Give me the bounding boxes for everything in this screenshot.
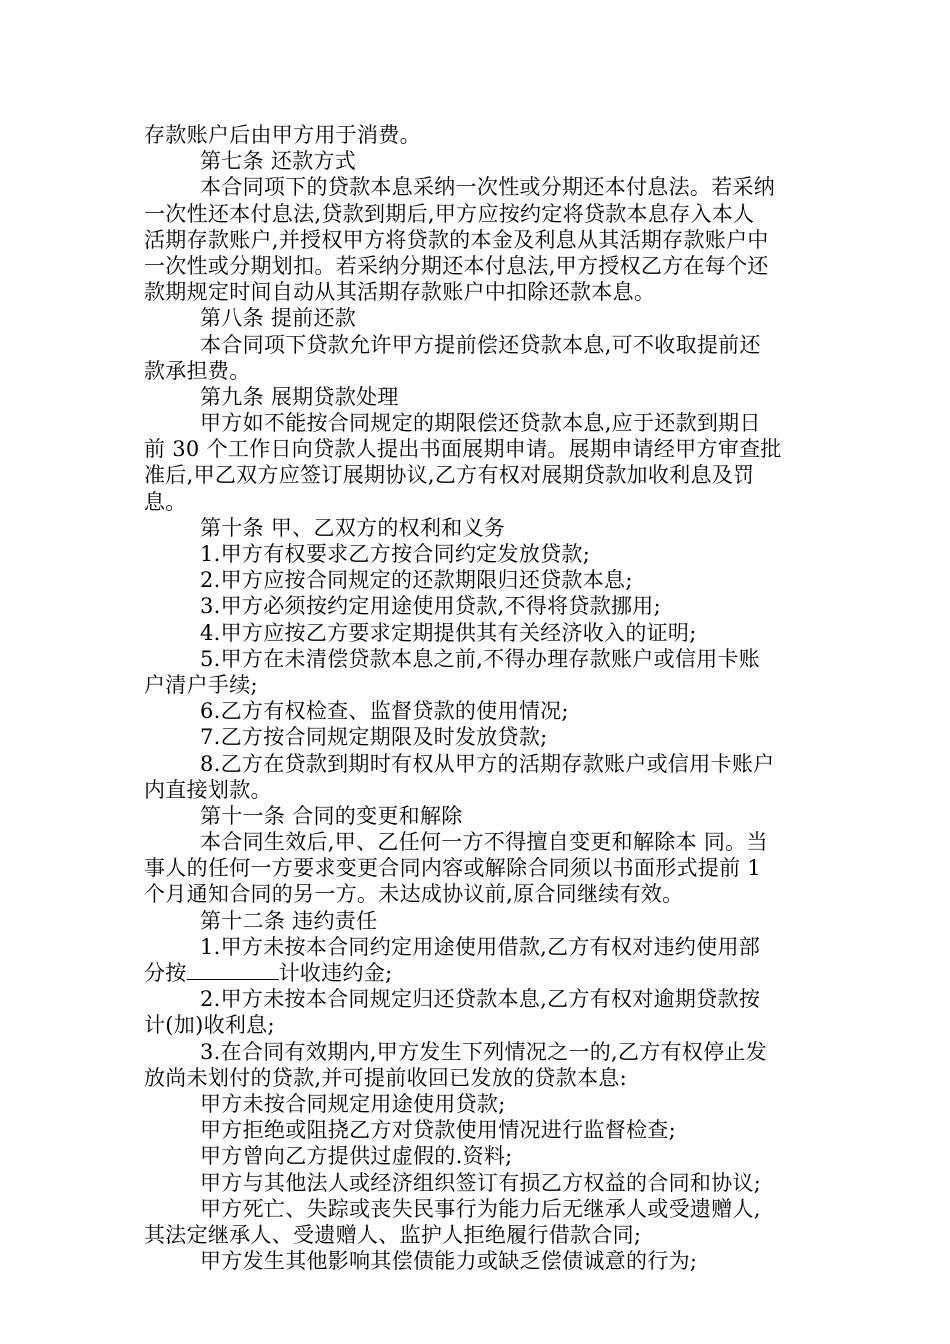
line-text: 第七条 还款方式 <box>200 149 357 174</box>
text-line <box>144 881 816 907</box>
text-line <box>144 829 816 855</box>
line-text: 甲方死亡、失踪或丧失民事行为能力后无继承人或受遗赠人, <box>200 1196 761 1221</box>
line-text: 4.甲方应按乙方要求定期提供其有关经济收入的证明; <box>200 620 697 645</box>
text-line <box>144 803 816 829</box>
line-text: 1.甲方有权要求乙方按合同约定发放贷款; <box>200 542 591 566</box>
line-text: 存款账户后由甲方用于消费。 <box>144 123 421 147</box>
text-line <box>144 620 816 646</box>
text-line <box>144 227 816 253</box>
text-line <box>144 1117 816 1143</box>
line-text: 本合同项下贷款允许甲方提前偿还贷款本息,可不收取提前还 <box>200 332 761 357</box>
line-text: 甲方曾向乙方提供过虚假的.资料; <box>200 1144 513 1169</box>
text-line <box>144 1039 816 1065</box>
line-text: 8.乙方在贷款到期时有权从甲方的活期存款账户或信用卡账户 <box>200 751 775 776</box>
text-line <box>144 1248 816 1274</box>
line-text: 7.乙方按合同规定期限及时发放贷款; <box>200 725 548 750</box>
contract-text-body <box>144 122 816 1274</box>
line-text: 5.甲方在未清偿贷款本息之前,不得办理存款账户或信用卡账 <box>200 646 761 671</box>
fill-in-blank <box>187 961 279 980</box>
line-text: 6.乙方有权检查、监督贷款的使用情况; <box>200 699 569 724</box>
text-line <box>144 960 816 986</box>
line-text: 放尚未划付的贷款,并可提前收回已发放的贷款本息: <box>144 1065 627 1090</box>
text-line <box>144 148 816 174</box>
line-text: 计(加)收利息; <box>144 1013 275 1038</box>
text-line <box>144 1012 816 1038</box>
text-line <box>144 489 816 515</box>
text-line <box>144 1170 816 1196</box>
text-line <box>144 253 816 279</box>
text-line <box>144 201 816 227</box>
text-line <box>144 122 816 148</box>
line-text: 一次性或分期划扣。若采纳分期还本付息法,甲方授权乙方在每个还 <box>144 253 769 278</box>
line-text: 前 30 个工作日向贷款人提出书面展期申请。展期申请经甲方审查批 <box>144 437 782 462</box>
text-line <box>144 646 816 672</box>
text-line <box>144 698 816 724</box>
line-text: 户清户手续; <box>144 672 258 697</box>
text-line <box>144 1196 816 1222</box>
text-line <box>144 279 816 305</box>
line-text: 一次性还本付息法,贷款到期后,甲方应按约定将贷款本息存入本人 <box>144 201 755 226</box>
line-text: 款期规定时间自动从其活期存款账户中扣除还款本息。 <box>144 280 656 305</box>
text-line <box>144 462 816 488</box>
line-text: 准后,甲乙双方应签订展期协议,乙方有权对展期贷款加收利息及罚 <box>144 463 755 488</box>
text-line <box>144 1065 816 1091</box>
text-line <box>144 986 816 1012</box>
text-line <box>144 593 816 619</box>
text-line <box>144 567 816 593</box>
line-text: 个月通知合同的另一方。未达成协议前,原合同继续有效。 <box>144 882 684 907</box>
text-line <box>144 436 816 462</box>
line-text: 甲方未按合同规定用途使用贷款; <box>200 1091 506 1116</box>
line-text: 甲方拒绝或阻挠乙方对贷款使用情况进行监督检查; <box>200 1118 676 1143</box>
line-text: 第八条 提前还款 <box>200 306 357 331</box>
line-text: 内直接划款。 <box>144 777 272 802</box>
line-text: 活期存款账户,并授权甲方将贷款的本金及利息从其活期存款账户中 <box>144 227 769 252</box>
text-line <box>144 305 816 331</box>
line-text: 分按 <box>144 961 187 985</box>
text-line <box>144 724 816 750</box>
line-text: 款承担费。 <box>144 358 251 383</box>
line-text: 息。 <box>144 489 187 514</box>
text-line <box>144 855 816 881</box>
line-text: 第十二条 违约责任 <box>200 908 378 933</box>
line-text: 其法定继承人、受遗赠人、监护人拒绝履行借款合同; <box>144 1222 642 1247</box>
text-line <box>144 751 816 777</box>
text-line <box>144 934 816 960</box>
text-line <box>144 384 816 410</box>
text-line <box>144 410 816 436</box>
line-text: 事人的任何一方要求变更合同内容或解除合同须以书面形式提前 1 <box>144 856 762 881</box>
line-text: 本合同生效后,甲、乙任何一方不得擅自变更和解除本 同。当 <box>200 830 768 855</box>
line-text: 第十一条 合同的变更和解除 <box>200 803 463 828</box>
text-line <box>144 1222 816 1248</box>
line-text: 第九条 展期贷款处理 <box>200 384 399 409</box>
line-text: 2.甲方应按合同规定的还款期限归还贷款本息; <box>200 568 633 593</box>
line-text: 甲方如不能按合同规定的期限偿还贷款本息,应于还款到期日 <box>200 411 761 436</box>
text-line <box>144 672 816 698</box>
text-line <box>144 1143 816 1169</box>
line-text: 3.甲方必须按约定用途使用贷款,不得将贷款挪用; <box>200 594 661 619</box>
line-text: 甲方发生其他影响其偿债能力或缺乏偿债诚意的行为; <box>200 1249 698 1274</box>
text-line <box>144 1091 816 1117</box>
line-text: 甲方与其他法人或经济组织签订有损乙方权益的合同和协议; <box>200 1170 762 1195</box>
line-text-after-blank: 计收违约金; <box>278 961 393 985</box>
text-line <box>144 515 816 541</box>
line-text: 第十条 甲、乙双方的权利和义务 <box>200 515 506 540</box>
text-line <box>144 908 816 934</box>
text-line <box>144 332 816 358</box>
line-text: 3.在合同有效期内,甲方发生下列情况之一的,乙方有权停止发 <box>200 1039 768 1064</box>
text-line <box>144 541 816 567</box>
line-text: 2.甲方未按本合同规定归还贷款本息,乙方有权对逾期贷款按 <box>200 987 761 1012</box>
text-line <box>144 174 816 200</box>
line-text: 本合同项下的贷款本息采纳一次性或分期还本付息法。若采纳 <box>200 175 776 200</box>
text-line <box>144 358 816 384</box>
line-text: 1.甲方未按本合同约定用途使用借款,乙方有权对违约使用部 <box>200 934 761 959</box>
text-line <box>144 777 816 803</box>
